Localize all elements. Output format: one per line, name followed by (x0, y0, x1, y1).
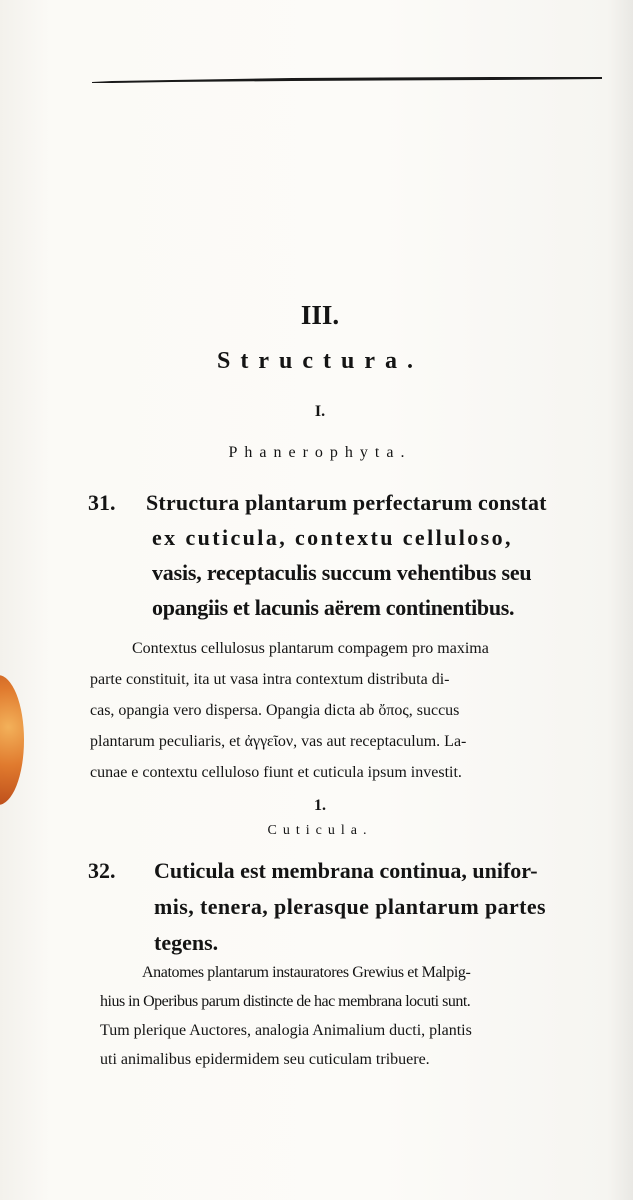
commentary-line: uti animalibus epidermidem seu cuticulam tribuere. (100, 1051, 430, 1068)
subsection-number: 1. (314, 797, 326, 814)
thesis-line: Cuticula est membrana continua, unifor- (154, 858, 538, 883)
thesis-line: opangiis et lacunis aërem continentibus. (152, 595, 515, 620)
commentary-line: Tum plerique Auctores, analogia Animalium ducti, plantis (100, 1022, 472, 1039)
section-title: Phanerophyta. (228, 444, 412, 461)
chapter-number: III. (300, 300, 340, 330)
commentary-line: cunae e contextu celluloso fiunt et cuticula ipsum investit. (90, 764, 462, 781)
commentary-line: Contextus cellulosus plantarum compagem pro maxima (132, 640, 489, 657)
commentary-line: cas, opangia vero dispersa. Opangia dicta ab ὄπος, succus (90, 702, 460, 719)
subsection-title: Cuticula. (267, 823, 373, 838)
commentary-line: hius in Operibus parum distincte de hac membrana locuti sunt. (100, 993, 471, 1010)
apple-edge (0, 675, 24, 805)
thesis-line: ex cuticula, contextu celluloso, (152, 525, 513, 550)
commentary-line: Anatomes plantarum instauratores Grewius et Malpig- (142, 964, 471, 981)
thesis-line: vasis, receptaculis succum vehentibus seu (152, 560, 532, 585)
commentary-line: plantarum peculiaris, et ἀγγεῖον, vas aut receptaculum. La- (90, 733, 467, 750)
commentary-line: parte constituit, ita ut vasa intra contextum distributa di- (90, 671, 450, 688)
section-number: I. (314, 403, 326, 420)
thesis-line: mis, tenera, plerasque plantarum partes (154, 894, 547, 919)
header-rule (92, 76, 602, 84)
chapter-title: Structura. (217, 348, 423, 374)
paragraph-number: 31. (88, 490, 116, 515)
thesis-line: Structura plantarum perfectarum constat (146, 490, 547, 515)
paragraph-number: 32. (88, 858, 116, 883)
thesis-line: tegens. (154, 930, 219, 955)
